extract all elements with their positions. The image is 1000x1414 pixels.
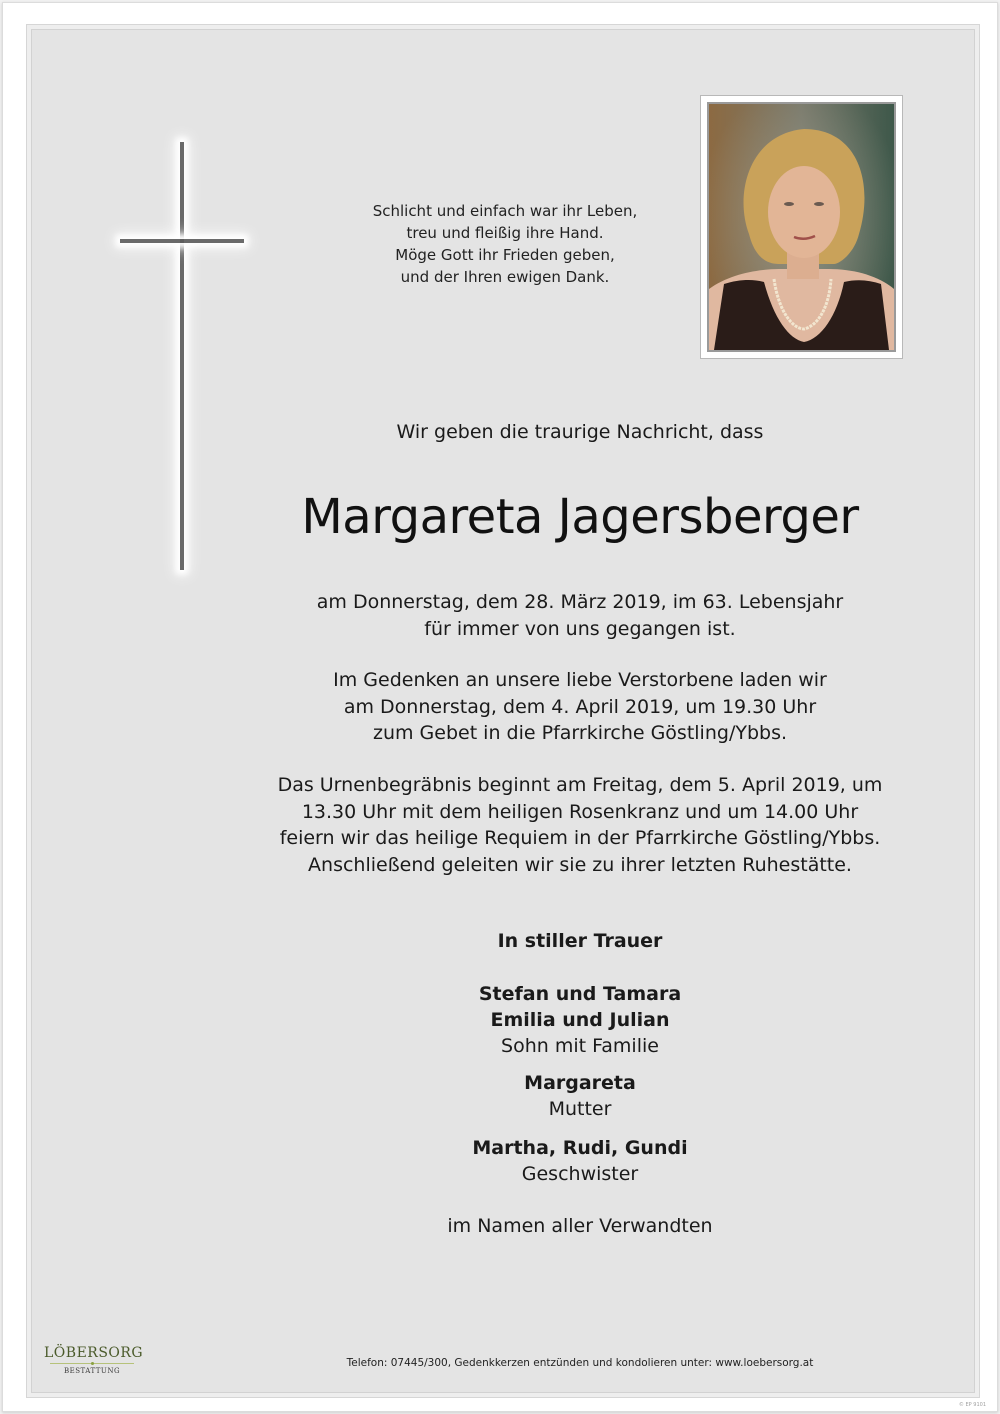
verse-line: und der Ihren ewigen Dank. xyxy=(400,268,610,286)
mourner-group xyxy=(330,1070,830,1122)
mourner-group xyxy=(330,1135,830,1187)
verse-line: treu und fleißig ihre Hand. xyxy=(406,224,604,242)
portrait-frame xyxy=(700,95,903,359)
cross-vertical-bar xyxy=(180,142,184,570)
mourner-relation: Mutter xyxy=(548,1098,612,1120)
verse-line: Möge Gott ihr Frieden geben, xyxy=(395,246,615,264)
paragraph-line: feiern wir das heilige Requiem in der Pfarrkirche Göstling/Ybbs. xyxy=(279,827,881,849)
death-announcement-paragraph xyxy=(260,589,900,642)
logo-divider xyxy=(50,1363,134,1364)
memorial-verse xyxy=(330,200,680,288)
mourner-names: Emilia und Julian xyxy=(490,1009,670,1031)
paragraph-line: Das Urnenbegräbnis beginnt am Freitag, dem 5. April 2019, um xyxy=(277,774,883,796)
mourners-closing: im Namen aller Verwandten xyxy=(447,1215,713,1237)
portrait-photo xyxy=(707,102,896,352)
prayer-invitation-paragraph xyxy=(260,667,900,747)
paragraph-line: Anschließend geleiten wir sie zu ihrer letzten Ruhestätte. xyxy=(308,853,852,876)
mourner-relation: Sohn mit Familie xyxy=(501,1035,659,1057)
intro-text: Wir geben die traurige Nachricht, dass xyxy=(396,421,764,443)
paragraph-line: am Donnerstag, dem 4. April 2019, um 19.30 Uhr xyxy=(343,695,817,718)
paragraph-line: für immer von uns gegangen ist. xyxy=(424,617,736,640)
burial-details-paragraph xyxy=(260,772,900,878)
funeral-home-logo xyxy=(44,1345,144,1376)
mourner-names: Margareta xyxy=(524,1072,636,1094)
deceased-name: Margareta Jagersberger xyxy=(301,489,859,545)
mourners-heading: In stiller Trauer xyxy=(497,930,663,952)
cross-center xyxy=(180,239,184,243)
logo-subtitle: BESTATTUNG xyxy=(63,1367,121,1375)
paragraph-line: am Donnerstag, dem 28. März 2019, im 63. Lebensjahr xyxy=(316,591,844,613)
template-code: © EP 9101 xyxy=(958,1402,986,1408)
portrait-illustration xyxy=(709,104,894,350)
paragraph-line: zum Gebet in die Pfarrkirche Göstling/Ybbs. xyxy=(372,722,788,744)
mourner-relation: Geschwister xyxy=(521,1163,639,1185)
paragraph-line: Im Gedenken an unsere liebe Verstorbene laden wir xyxy=(333,669,827,691)
mourner-names: Martha, Rudi, Gundi xyxy=(472,1137,688,1159)
logo-name: LÖBERSORG xyxy=(44,1345,144,1361)
paragraph-line: 13.30 Uhr mit dem heiligen Rosenkranz und um 14.00 Uhr xyxy=(301,800,859,823)
mourner-group xyxy=(330,981,830,1059)
mourner-names: Stefan und Tamara xyxy=(478,983,682,1005)
verse-line: Schlicht und einfach war ihr Leben, xyxy=(372,202,638,220)
contact-info: Telefon: 07445/300, Gedenkkerzen entzünden und kondolieren unter: www.loebersorg.at xyxy=(346,1357,814,1369)
